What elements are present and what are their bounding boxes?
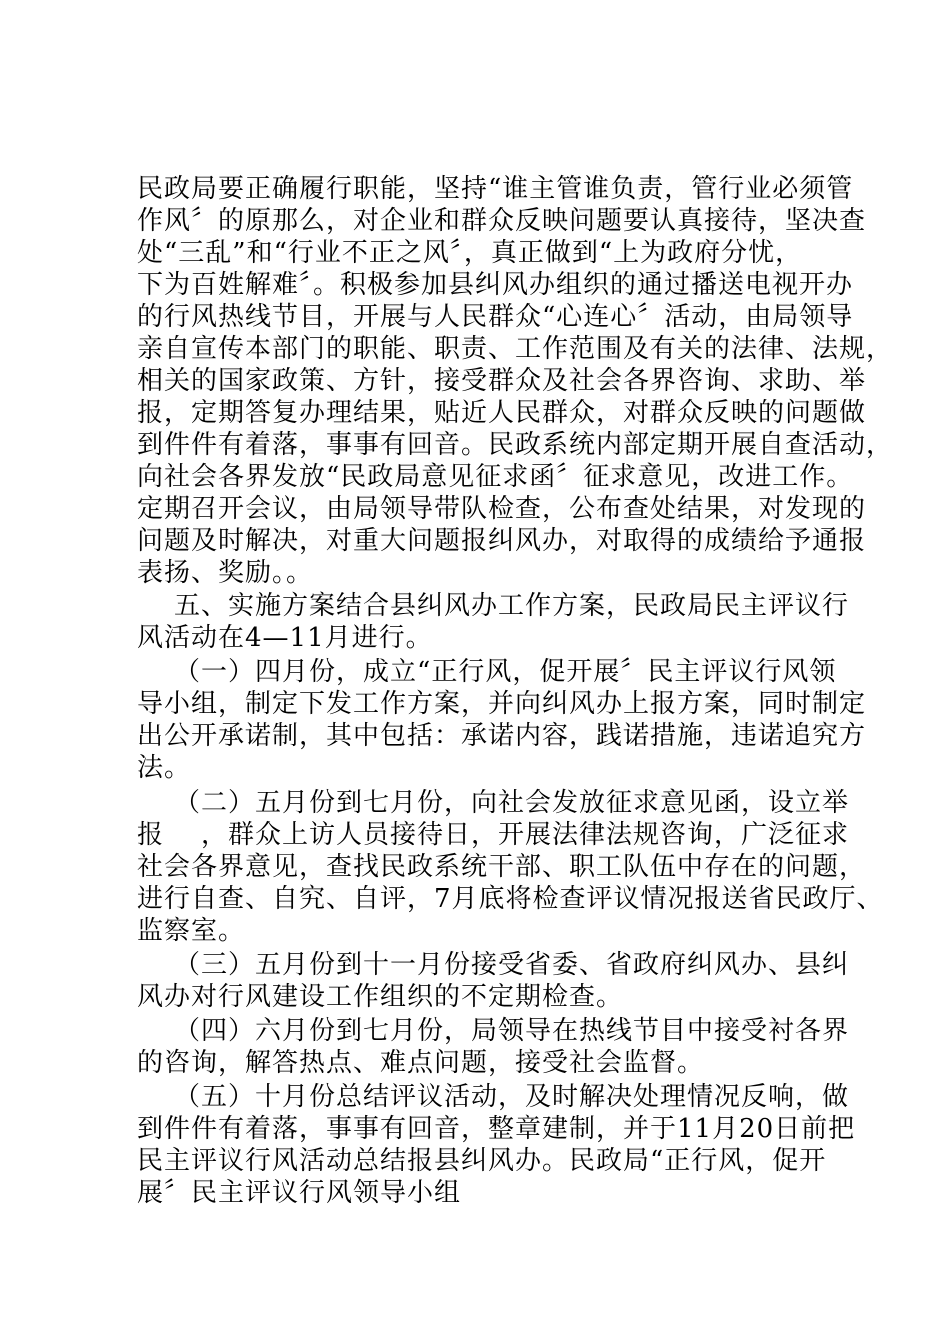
text-line: （三）五月份到十一月份接受省委、省政府纠风办、县纠 [137,950,850,980]
text-line: 社会各界意见，查找民政系统干部、职工队伍中存在的问题， [137,852,867,882]
text-line: 出公开承诺制，其中包括：承诺内容，践诺措施，违诺追究方 [137,721,867,751]
text-line: 法。 [137,753,192,783]
text-line: 相关的国家政策、方针，接受群众及社会各界咨询、求助、举 [137,366,867,396]
text-line: （二）五月份到七月份，向社会发放征求意见函，设立举 [137,788,850,818]
text-line: 向社会各界发放“民政局意见征求函〞征求意见，改进工作。 [137,462,854,492]
text-line: 民政局要正确履行职能，坚持“谁主管谁负责，管行业必须管 [137,174,854,204]
text-line: 风办对行风建设工作组织的不定期检查。 [137,982,624,1012]
text-line: 问题及时解决，对重大问题报纠风办，对取得的成绩给予通报 [137,526,867,556]
text-line: 到件件有着落，事事有回音。民政系统内部定期开展自查活动， [137,430,894,460]
text-line: 定期召开会议，由局领导带队检查，公布查处结果，对发现的 [137,494,867,524]
text-line: （四）六月份到七月份，局领导在热线节目中接受衬各界 [137,1016,850,1046]
text-line: 的行风热线节目，开展与人民群众“心连心〞活动，由局领导 [137,302,854,332]
text-line: 监察室。 [137,916,246,946]
text-line: 导小组，制定下发工作方案，并向纠风办上报方案，同时制定 [137,689,867,719]
text-line: 风活动在4—11月进行。 [137,623,433,653]
text-line: 报，定期答复办理结果，贴近人民群众，对群众反映的问题做 [137,398,867,428]
text-line: 报 ，群众上访人员接待日，开展法律法规咨询，广泛征求 [137,820,850,850]
text-line: 五、实施方案结合县纠风办工作方案，民政局民主评议行 [137,591,850,621]
text-line: 民主评议行风活动总结报县纠风办。民政局“正行风，促开 [137,1146,827,1176]
text-line: 下为百姓解难〞。积极参加县纠风办组织的通过播送电视开办 [137,270,854,300]
text-line: 表扬、奖励。。 [137,558,314,588]
text-line: 进行自查、自究、自评，7月底将检查评议情况报送省民政厅、 [137,884,884,914]
text-line: 展〞民主评议行风领导小组 [137,1178,462,1208]
text-line: 作风〞的原那么，对企业和群众反映问题要认真接待，坚决查 [137,206,867,236]
text-line: 的咨询，解答热点、难点问题，接受社会监督。 [137,1048,705,1078]
text-line: （一）四月份，成立“正行风，促开展〞民主评议行风领 [137,657,837,687]
text-line: 处“三乱”和“行业不正之风〞，真正做到“上为政府分忧， [137,238,803,268]
text-line: （五）十月份总结评议活动，及时解决处理情况反响，做 [137,1082,850,1112]
text-line: 亲自宣传本部门的职能、职责、工作范围及有关的法律、法规， [137,334,894,364]
text-line: 到件件有着落，事事有回音，整章建制，并于11月20日前把 [137,1114,856,1144]
